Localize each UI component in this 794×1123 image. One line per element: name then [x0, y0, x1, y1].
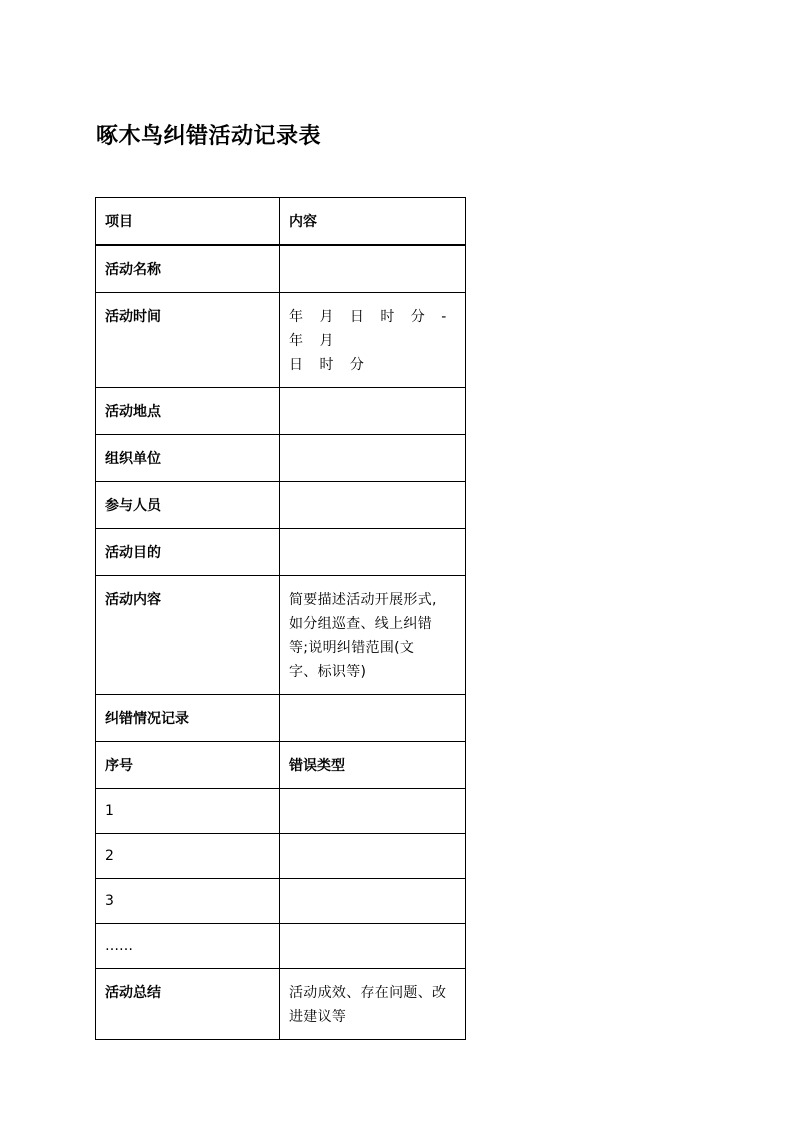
- purpose-label: 活动目的: [96, 529, 280, 576]
- activity-content-value[interactable]: [280, 576, 466, 695]
- record-seq-cell: 2: [96, 834, 280, 879]
- record-error-type-cell[interactable]: [280, 834, 466, 879]
- table-row: [96, 879, 466, 924]
- organizer-value[interactable]: [280, 435, 466, 482]
- table-row-activity-name: [96, 245, 466, 293]
- activity-content-line-3: 等;说明纠错范围(文: [289, 640, 415, 656]
- activity-content-line-1: 简要描述活动开展形式,: [289, 592, 437, 608]
- record-error-type-cell[interactable]: [280, 879, 466, 924]
- record-seq-cell: ……: [96, 924, 280, 969]
- table-row-participants: [96, 482, 466, 529]
- activity-content-line-2: 如分组巡查、线上纠错: [289, 616, 432, 632]
- record-seq-cell: 1: [96, 789, 280, 834]
- table-row-record-header: [96, 742, 466, 789]
- organizer-label: 组织单位: [96, 435, 280, 482]
- activity-time-line-1: 年 月 日 时 分 - 年 月: [289, 309, 453, 349]
- header-content-cell: 内容: [280, 198, 466, 246]
- summary-line-1: 活动成效、存在问题、改: [289, 985, 447, 1001]
- participants-label: 参与人员: [96, 482, 280, 529]
- activity-time-value[interactable]: [280, 293, 466, 388]
- table-row: [96, 789, 466, 834]
- record-seq-cell: 3: [96, 879, 280, 924]
- participants-value[interactable]: [280, 482, 466, 529]
- record-error-type-cell[interactable]: [280, 789, 466, 834]
- purpose-value[interactable]: [280, 529, 466, 576]
- activity-record-table: [95, 197, 466, 1040]
- table-row: [96, 834, 466, 879]
- summary-line-2: 进建议等: [289, 1009, 347, 1025]
- table-row-summary: [96, 969, 466, 1040]
- table-row: [96, 924, 466, 969]
- activity-place-label: 活动地点: [96, 388, 280, 435]
- correction-record-label: 纠错情况记录: [96, 695, 280, 742]
- activity-content-label: 活动内容: [96, 576, 280, 695]
- table-row-purpose: [96, 529, 466, 576]
- table-row-correction-record: [96, 695, 466, 742]
- seq-header: 序号: [96, 742, 280, 789]
- activity-content-line-4: 字、标识等): [289, 664, 367, 680]
- summary-label: 活动总结: [96, 969, 280, 1040]
- activity-time-label: 活动时间: [96, 293, 280, 388]
- table-header-row: [96, 198, 466, 246]
- page-title: 啄木鸟纠错活动记录表: [96, 124, 322, 149]
- header-item-cell: 项目: [96, 198, 280, 246]
- activity-name-value[interactable]: [280, 245, 466, 293]
- activity-place-value[interactable]: [280, 388, 466, 435]
- table-row-activity-place: [96, 388, 466, 435]
- correction-record-value[interactable]: [280, 695, 466, 742]
- activity-name-label: 活动名称: [96, 245, 280, 293]
- table-row-activity-time: [96, 293, 466, 388]
- error-type-header: 错误类型: [280, 742, 466, 789]
- summary-value[interactable]: [280, 969, 466, 1040]
- table-row-activity-content: [96, 576, 466, 695]
- table-row-organizer: [96, 435, 466, 482]
- record-error-type-cell[interactable]: [280, 924, 466, 969]
- activity-time-line-2: 日 时 分: [289, 357, 370, 373]
